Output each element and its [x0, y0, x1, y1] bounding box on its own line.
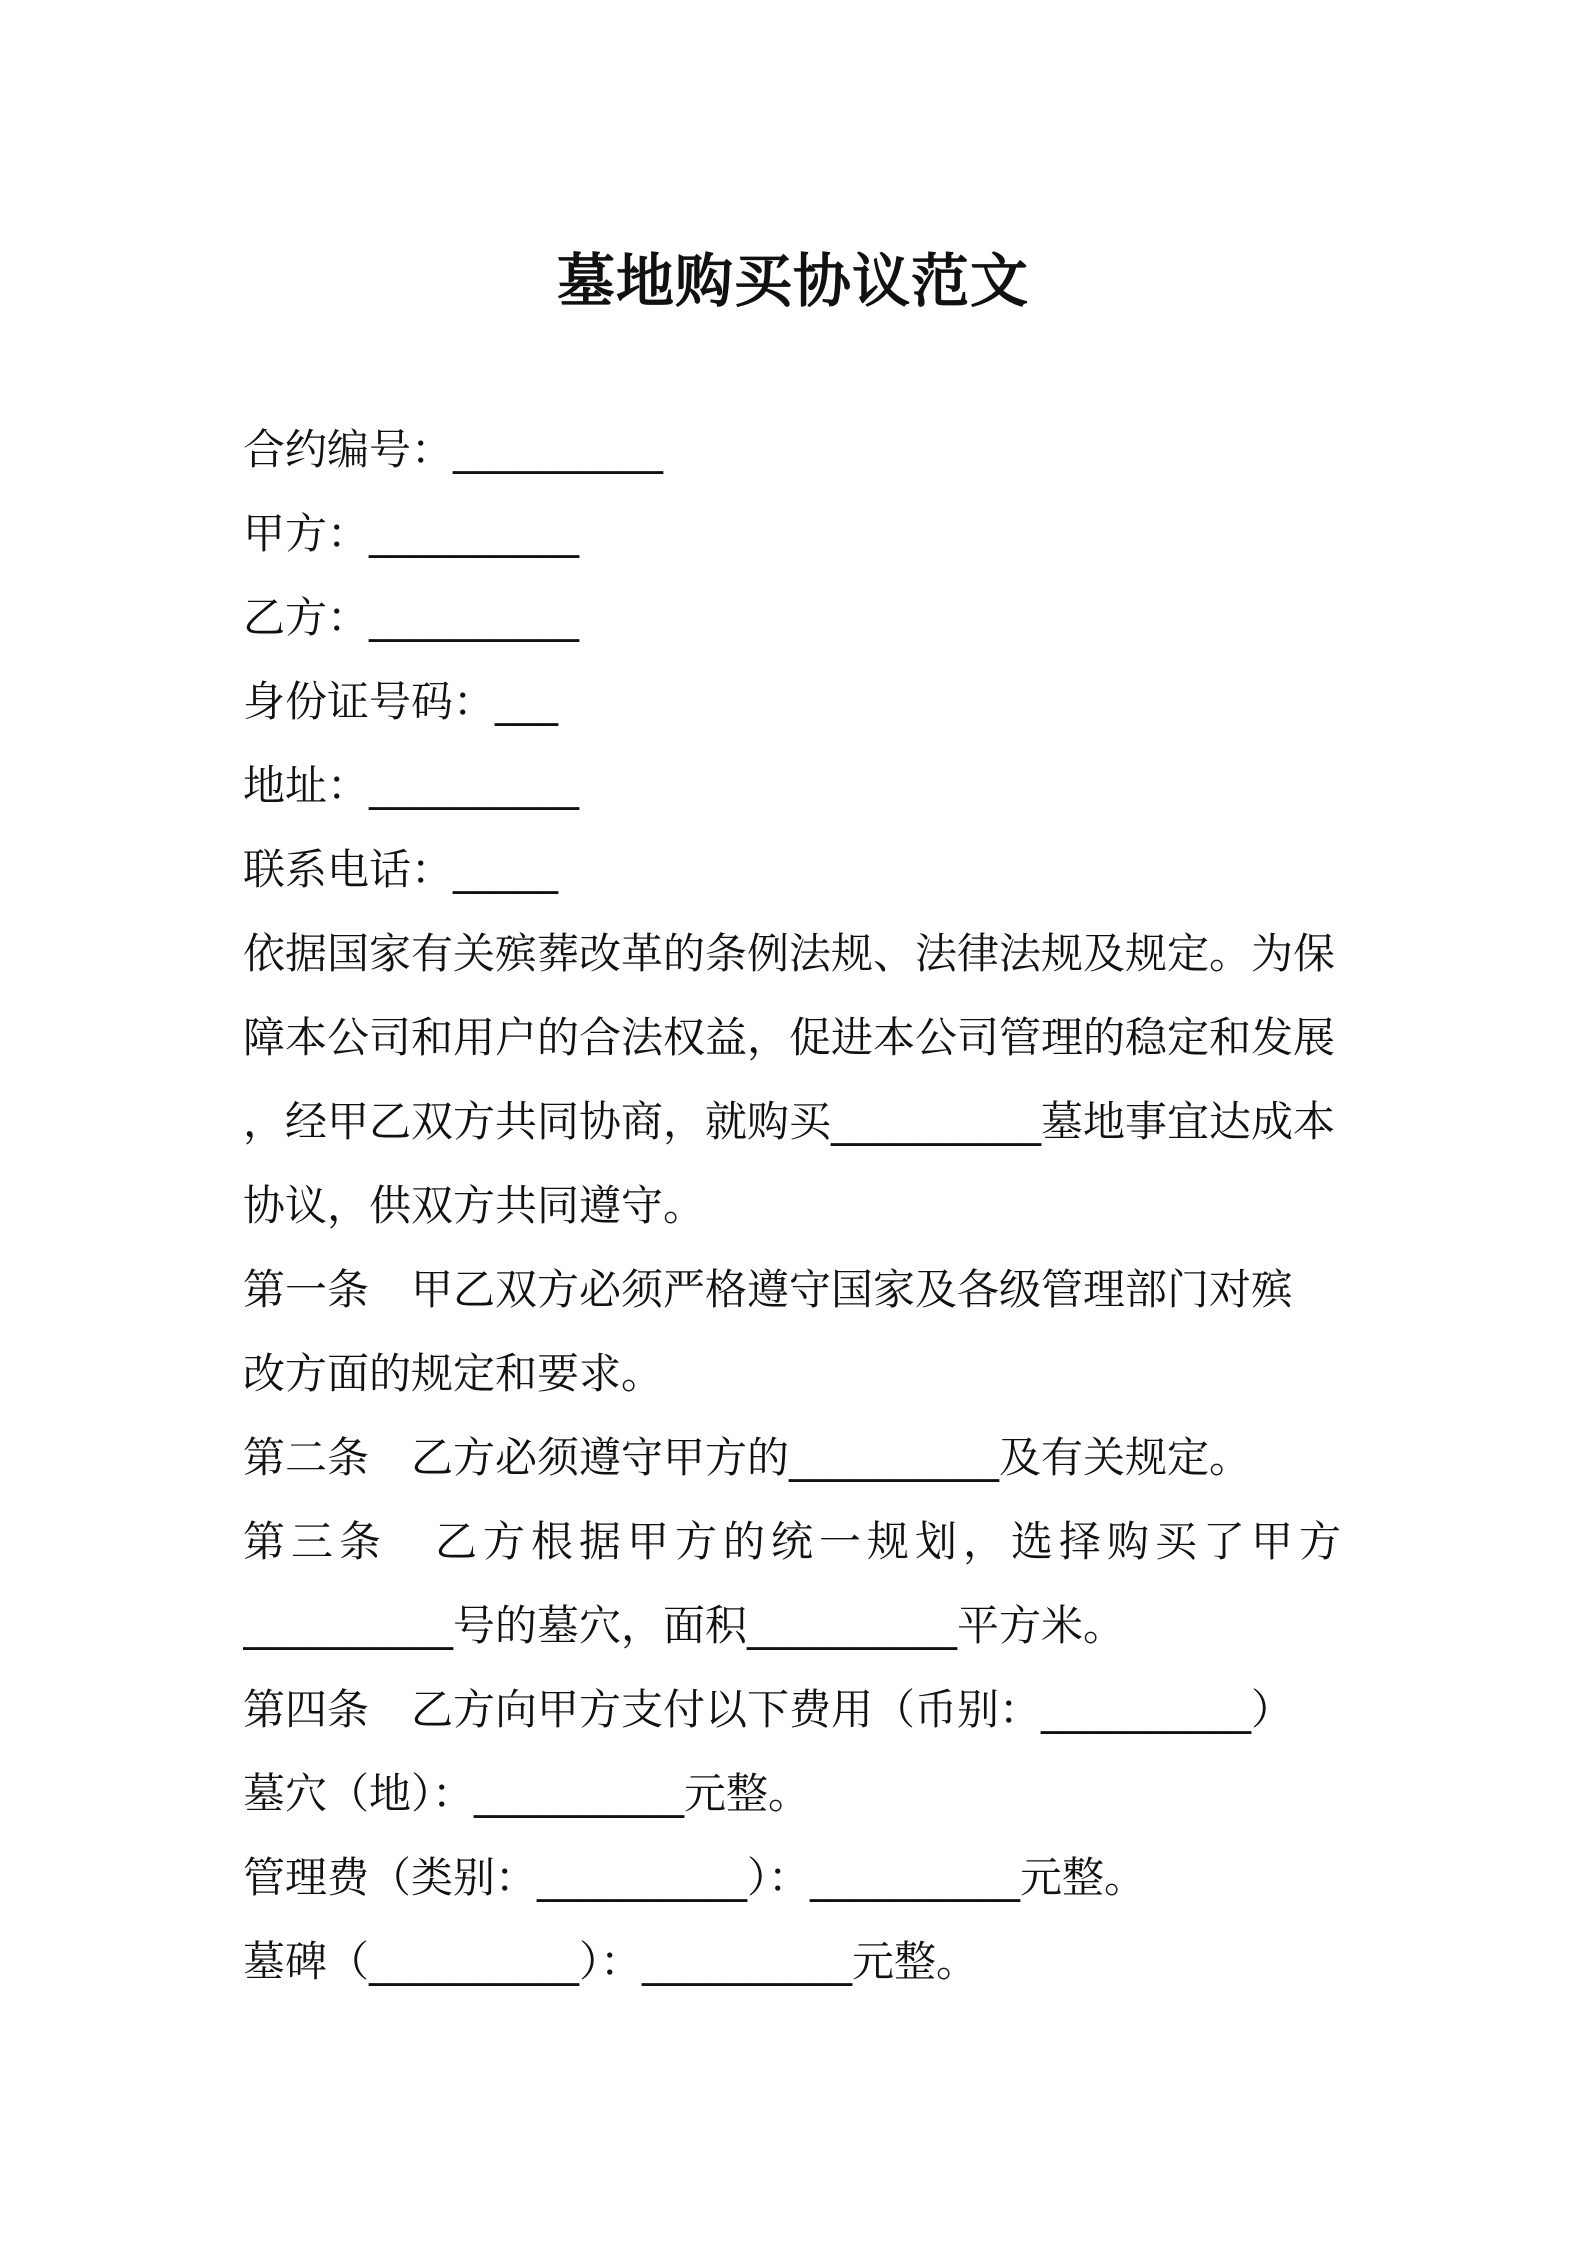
phone-line: 联系电话：_____ — [243, 845, 559, 894]
preamble-line-1: 依据国家有关殡葬改革的条例法规、法律法规及规定。为保 — [243, 929, 1336, 978]
fee-grave-line: 墓穴（地）：__________元整。 — [243, 1769, 811, 1818]
preamble-line-2: 障本公司和用户的合法权益，促进本公司管理的稳定和发展 — [243, 1013, 1336, 1062]
party-b-line: 乙方：__________ — [243, 593, 580, 642]
document-body — [243, 408, 1358, 2004]
contract-number-line: 合约编号：__________ — [243, 425, 664, 474]
article-1-line-2: 改方面的规定和要求。 — [243, 1349, 664, 1398]
id-number-line: 身份证号码：___ — [243, 677, 559, 726]
address-line: 地址：__________ — [243, 761, 580, 810]
fee-tombstone-line: 墓碑（__________）：__________元整。 — [243, 1937, 979, 1986]
party-a-line: 甲方：__________ — [243, 509, 580, 558]
preamble-line-4: 协议，供双方共同遵守。 — [243, 1181, 706, 1230]
preamble-line-3: ，经甲乙双方共同协商，就购买__________墓地事宜达成本 — [243, 1097, 1336, 1146]
article-3-line-2: __________号的墓穴，面积__________平方米。 — [243, 1601, 1126, 1650]
article-1-line-1: 第一条 甲乙双方必须严格遵守国家及各级管理部门对殡 — [243, 1265, 1294, 1314]
document-title: 墓地购买协议范文 — [556, 247, 1029, 315]
article-2-line: 第二条 乙方必须遵守甲方的__________及有关规定。 — [243, 1433, 1252, 1482]
fee-management-line: 管理费（类别：__________）：__________元整。 — [243, 1853, 1147, 1902]
article-3-line-1: 第三条 乙方根据甲方的统一规划，选择购买了甲方 — [243, 1517, 1348, 1566]
article-4-line: 第四条 乙方向甲方支付以下费用（币别：__________） — [243, 1685, 1294, 1734]
